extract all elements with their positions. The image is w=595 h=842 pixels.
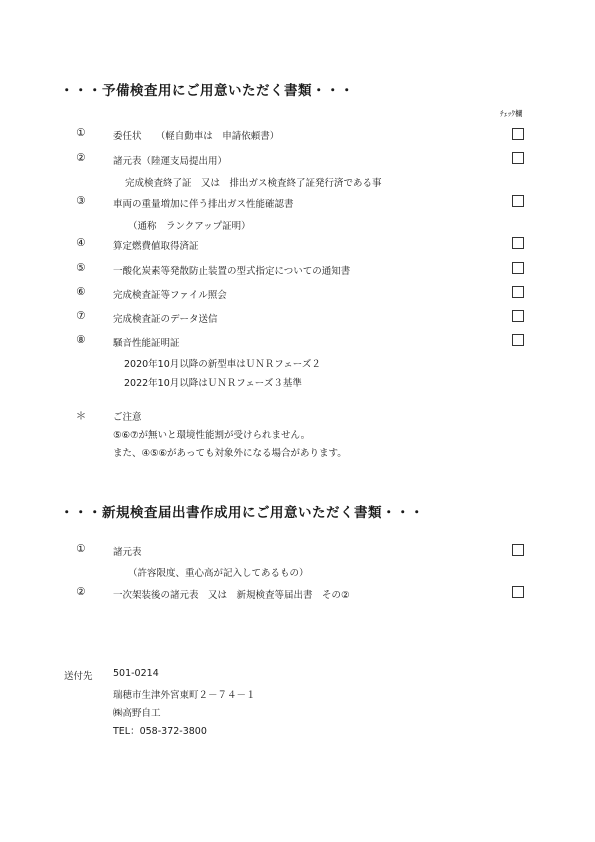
checkbox[interactable]	[512, 286, 524, 298]
section2-heading: ・・・新規検査届出書作成用にご用意いただく書類・・・	[60, 505, 424, 521]
item-number: ③	[76, 195, 86, 207]
item-label: 騒音性能証明証	[113, 338, 180, 349]
checkbox[interactable]	[512, 544, 524, 556]
item-label: 諸元表（陸運支局提出用）	[113, 156, 228, 167]
telephone: TEL：058-372-3800	[113, 726, 207, 737]
item-label: 車両の重量増加に伴う排出ガス性能確認書	[113, 199, 294, 210]
company-name: ㈱高野自工	[113, 708, 161, 719]
checkbox[interactable]	[512, 128, 524, 140]
checkbox[interactable]	[512, 310, 524, 322]
note-line: ⑤⑥⑦が無いと環境性能割が受けられません。	[113, 430, 311, 441]
checkbox[interactable]	[512, 262, 524, 274]
item-label: 諸元表	[113, 547, 142, 558]
item-label: 完成検査証等ファイル照会	[113, 290, 227, 301]
item-number: ⑦	[76, 310, 86, 322]
item-sub-note: （通称 ランクアップ証明）	[128, 221, 251, 232]
checkbox[interactable]	[512, 195, 524, 207]
item-sub-note: 2020年10月以降の新型車はＵＮＲフェーズ２	[124, 359, 321, 370]
item-number: ⑥	[76, 286, 86, 298]
checkbox[interactable]	[512, 237, 524, 249]
item-label: 一次架装後の諸元表 又は 新規検査等届出書 その②	[113, 590, 350, 601]
checkbox[interactable]	[512, 334, 524, 346]
item-label: 完成検査証のデータ送信	[113, 314, 218, 325]
section1-heading: ・・・予備検査用にご用意いただく書類・・・	[60, 83, 354, 99]
item-number: ⑤	[76, 262, 86, 274]
item-number: ④	[76, 237, 86, 249]
item-sub-note: （許容限度、重心高が記入してあるもの）	[128, 568, 309, 579]
note-line: また、④⑤⑥があっても対象外になる場合があります。	[113, 448, 347, 459]
item-label: 一酸化炭素等発散防止装置の型式指定についての通知書	[113, 266, 351, 277]
item-sub-note: 完成検査終了証 又は 排出ガス検査終了証発行済である事	[125, 178, 382, 189]
item-sub-note: 2022年10月以降はＵＮＲフェーズ３基準	[124, 378, 302, 389]
note-mark: ＊	[75, 410, 87, 422]
check-column-header: ﾁｪｯｸ欄	[500, 109, 523, 118]
note-title: ご注意	[113, 412, 142, 423]
item-label: 委任状 （軽自動車は 申請依頼書）	[113, 131, 280, 142]
checkbox[interactable]	[512, 152, 524, 164]
send-to-label: 送付先	[64, 671, 93, 682]
postal-code: 501-0214	[113, 668, 159, 679]
item-label: 算定燃費値取得済証	[113, 241, 199, 252]
item-number: ②	[76, 586, 86, 598]
item-number: ⑧	[76, 334, 86, 346]
item-number: ①	[76, 543, 86, 555]
checkbox[interactable]	[512, 586, 524, 598]
item-number: ①	[76, 127, 86, 139]
item-number: ②	[76, 152, 86, 164]
address: 瑞穂市生津外宮東町２－７４－１	[113, 690, 256, 701]
